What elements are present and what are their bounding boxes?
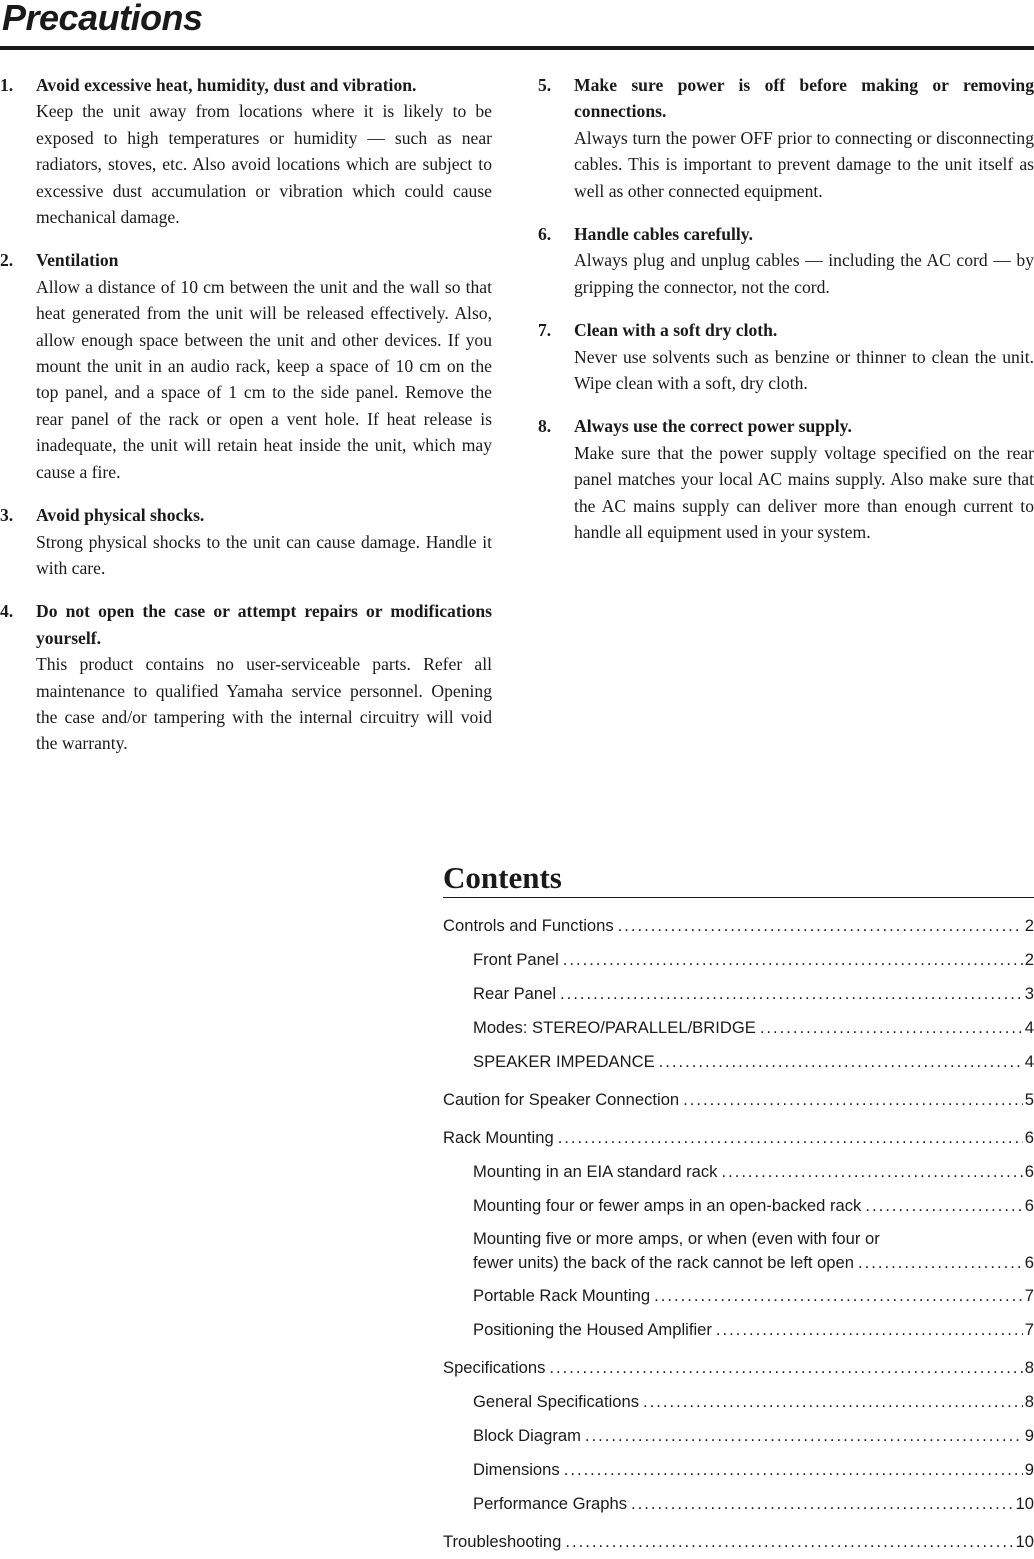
item-heading: Handle cables carefully. xyxy=(574,224,754,245)
item-body: Allow a distance of 10 cm between the unit and the wall so that heat generated from the unit will be released effectively. Also, allow enough space between the unit and other devices. If you mount the unit in an audio rack, keep a space of 10 cm on the top panel, and a space of 1 cm to the side panel. Remove the rear panel of the rack or open a vent hole. If heat release is inadequate, the unit will retain heat inside the unit, which may cause a fire. xyxy=(36,276,492,482)
item-number: 3. xyxy=(0,505,14,526)
toc-leader-dots xyxy=(565,1525,1013,1559)
toc-entry-general-specifications[interactable] xyxy=(443,1385,1034,1419)
toc-page-number: 2 xyxy=(1024,950,1034,969)
item-heading: Avoid physical shocks. xyxy=(36,505,205,526)
toc-page-number: 6 xyxy=(1024,1196,1034,1215)
item-body: Strong physical shocks to the unit can cause damage. Handle it with care. xyxy=(36,531,492,578)
toc-label-line1: Mounting five or more amps, or when (even with four or xyxy=(473,1229,880,1248)
toc-entry-dimensions[interactable] xyxy=(443,1453,1034,1487)
toc-page-number: 2 xyxy=(1024,916,1034,935)
toc-entry-rack-mounting[interactable] xyxy=(443,1121,1034,1155)
item-heading: Do not open the case or attempt repairs or modifications yourself. xyxy=(36,601,492,648)
toc-entry-eia-standard-rack[interactable] xyxy=(443,1155,1034,1189)
item-body: Keep the unit away from locations where it is likely to be exposed to high temperatures or humidity — such as near radiators, stoves, etc. Also avoid locations which are subject to excessive dust accumulation or vibration which could cause mechanical damage. xyxy=(36,101,492,228)
toc-page-number: 9 xyxy=(1024,1460,1034,1479)
toc-page-number: 3 xyxy=(1024,984,1034,1003)
toc-label: Specifications xyxy=(443,1358,546,1377)
toc-page-number: 6 xyxy=(1024,1128,1034,1147)
item-number: 5. xyxy=(538,75,552,95)
toc-leader-dots xyxy=(564,1453,1023,1487)
toc-entry-positioning-housed-amplifier[interactable] xyxy=(443,1313,1034,1347)
toc-entry-troubleshooting[interactable] xyxy=(443,1525,1034,1559)
toc-entry-rear-panel[interactable] xyxy=(443,977,1034,1011)
toc-page-number: 7 xyxy=(1024,1320,1034,1339)
toc-label: Block Diagram xyxy=(473,1426,581,1445)
toc-label: SPEAKER IMPEDANCE xyxy=(473,1052,655,1071)
item-heading: Always use the correct power supply. xyxy=(574,416,852,437)
contents-rule xyxy=(443,897,1034,898)
toc-page-number: 6 xyxy=(1024,1253,1034,1272)
item-number: 2. xyxy=(0,250,14,271)
toc-page-number: 8 xyxy=(1024,1392,1034,1411)
precaution-item xyxy=(0,598,492,756)
toc-leader-dots xyxy=(631,1487,1014,1521)
toc-leader-dots xyxy=(558,1121,1023,1155)
toc-page-number: 6 xyxy=(1024,1162,1034,1181)
item-number: 6. xyxy=(538,224,552,245)
item-number: 8. xyxy=(538,416,552,437)
precaution-item xyxy=(0,72,492,230)
toc-leader-dots xyxy=(654,1279,1023,1313)
toc-page-number: 4 xyxy=(1024,1018,1034,1037)
toc-leader-dots xyxy=(618,909,1023,943)
toc-leader-dots xyxy=(865,1189,1022,1223)
toc-label: Dimensions xyxy=(473,1460,560,1479)
toc-entry-five-or-more-amps[interactable] xyxy=(443,1223,1034,1279)
toc-label: Troubleshooting xyxy=(443,1532,562,1551)
toc-label: Controls and Functions xyxy=(443,916,614,935)
toc-label: Rack Mounting xyxy=(443,1128,554,1147)
item-number: 4. xyxy=(0,601,14,622)
toc-entry-portable-rack-mounting[interactable] xyxy=(443,1279,1034,1313)
toc-leader-dots xyxy=(659,1045,1023,1079)
item-body: Always turn the power OFF prior to connecting or disconnecting cables. This is important to prevent damage to the unit itself as well as other connected equipment. xyxy=(574,127,1034,201)
toc-page-number: 10 xyxy=(1015,1532,1034,1551)
toc-leader-dots xyxy=(585,1419,1023,1453)
toc-leader-dots xyxy=(858,1251,1023,1275)
toc-leader-dots xyxy=(563,943,1023,977)
item-number: 7. xyxy=(538,320,552,341)
toc-leader-dots xyxy=(721,1155,1022,1189)
toc-leader-dots xyxy=(716,1313,1023,1347)
precautions-left-column xyxy=(0,72,492,774)
toc-page-number: 8 xyxy=(1024,1358,1034,1377)
precaution-item xyxy=(538,317,1034,396)
precautions-right-column xyxy=(538,72,1034,563)
toc-entry-caution-speaker-connection[interactable] xyxy=(443,1083,1034,1117)
item-heading: Clean with a soft dry cloth. xyxy=(574,320,778,341)
toc-page-number: 7 xyxy=(1024,1286,1034,1305)
table-of-contents xyxy=(443,909,1034,1559)
toc-entry-performance-graphs[interactable] xyxy=(443,1487,1034,1521)
toc-entry-speaker-impedance[interactable] xyxy=(443,1045,1034,1079)
item-heading: Avoid excessive heat, humidity, dust and vibration. xyxy=(36,75,417,95)
toc-label: General Specifications xyxy=(473,1392,640,1411)
toc-entry-open-backed-rack[interactable] xyxy=(443,1189,1034,1223)
toc-label: Mounting in an EIA standard rack xyxy=(473,1162,718,1181)
item-heading: Ventilation xyxy=(36,250,119,271)
toc-leader-dots xyxy=(643,1385,1023,1419)
precaution-item xyxy=(0,247,492,485)
item-body: Always plug and unplug cables — including the AC cord — by gripping the connector, not the cord. xyxy=(574,250,1034,297)
toc-page-number: 4 xyxy=(1024,1052,1034,1071)
item-body: Make sure that the power supply voltage specified on the rear panel matches your local AC mains supply. Also make sure that the AC mains supply can deliver more than enough current to handle all equipment used in your system. xyxy=(574,442,1034,543)
title-rule xyxy=(0,46,1034,50)
toc-page-number: 5 xyxy=(1024,1090,1034,1109)
precaution-item xyxy=(538,72,1034,204)
toc-label: Portable Rack Mounting xyxy=(473,1286,651,1305)
toc-leader-dots xyxy=(683,1083,1023,1117)
toc-entry-modes[interactable] xyxy=(443,1011,1034,1045)
item-body: This product contains no user-serviceable parts. Refer all maintenance to qualified Yamaha service personnel. Opening the case and/or tampering with the internal circuitry will void the warranty. xyxy=(36,654,492,754)
toc-label: Caution for Speaker Connection xyxy=(443,1090,680,1109)
item-number: 1. xyxy=(0,75,14,95)
toc-leader-dots xyxy=(549,1351,1022,1385)
toc-label: Modes: STEREO/PARALLEL/BRIDGE xyxy=(473,1018,756,1037)
page-title: Precautions xyxy=(2,0,203,38)
precaution-item xyxy=(538,413,1034,545)
toc-entry-controls-and-functions[interactable] xyxy=(443,909,1034,943)
toc-label: Positioning the Housed Amplifier xyxy=(473,1320,712,1339)
toc-label-line2: fewer units) the back of the rack cannot be left open xyxy=(473,1253,854,1272)
toc-entry-specifications[interactable] xyxy=(443,1351,1034,1385)
toc-entry-block-diagram[interactable] xyxy=(443,1419,1034,1453)
toc-entry-front-panel[interactable] xyxy=(443,943,1034,977)
contents-title: Contents xyxy=(443,860,562,895)
toc-label: Performance Graphs xyxy=(473,1494,628,1513)
toc-leader-dots xyxy=(560,977,1023,1011)
toc-label-line2-row xyxy=(473,1251,1034,1275)
item-body: Never use solvents such as benzine or thinner to clean the unit. Wipe clean with a soft, dry cloth. xyxy=(574,346,1034,394)
toc-label: Rear Panel xyxy=(473,984,557,1003)
toc-label: Mounting four or fewer amps in an open-backed rack xyxy=(473,1196,862,1215)
toc-leader-dots xyxy=(760,1011,1023,1045)
precaution-item xyxy=(538,221,1034,300)
toc-label: Front Panel xyxy=(473,950,559,969)
toc-page-number: 9 xyxy=(1024,1426,1034,1445)
precaution-item xyxy=(0,502,492,581)
item-heading: Make sure power is off before making or removing connections. xyxy=(574,75,1034,122)
toc-page-number: 10 xyxy=(1015,1494,1034,1513)
